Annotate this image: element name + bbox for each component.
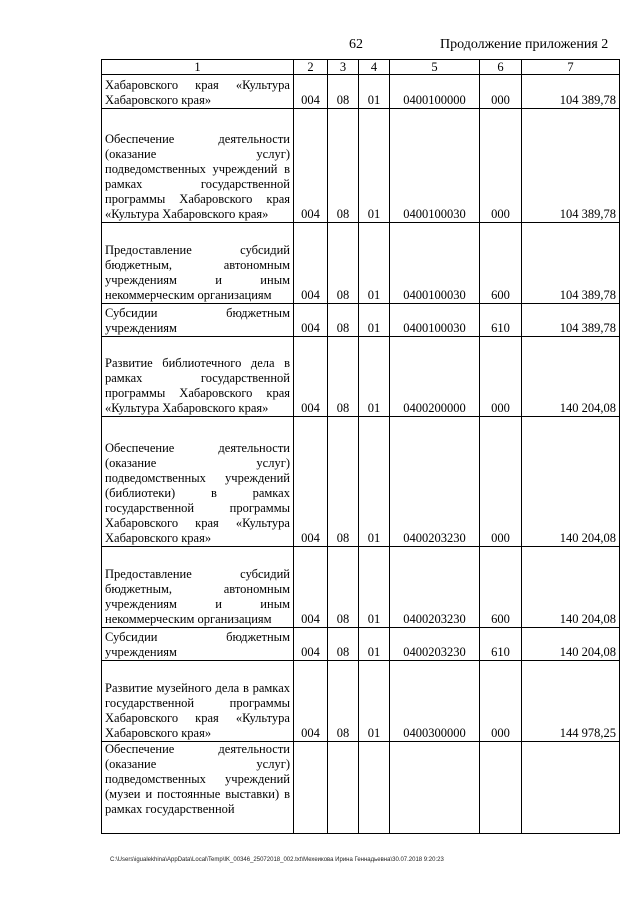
cell-section (328, 742, 359, 834)
column-header: 2 (294, 60, 328, 75)
cell-code: 004 (294, 223, 328, 304)
cell-target: 0400100000 (390, 75, 480, 109)
cell-target (390, 742, 480, 834)
row-name: Развитие библиотечного дела в рамках государственной программы Хабаровского края «Культура Хабаровского края» (102, 337, 294, 417)
cell-code: 004 (294, 547, 328, 628)
cell-code: 004 (294, 75, 328, 109)
row-name: Хабаровского края «Культура Хабаровского края» (102, 75, 294, 109)
cell-amount: 140 204,08 (522, 547, 620, 628)
cell-subsection: 01 (359, 304, 390, 337)
table-row (102, 547, 620, 628)
table-row (102, 109, 620, 223)
column-header: 3 (328, 60, 359, 75)
cell-expense-type: 000 (480, 661, 522, 742)
table-row (102, 75, 620, 109)
cell-expense-type: 610 (480, 628, 522, 661)
column-header: 1 (102, 60, 294, 75)
cell-amount: 144 978,25 (522, 661, 620, 742)
table-row (102, 304, 620, 337)
cell-code: 004 (294, 337, 328, 417)
cell-section: 08 (328, 223, 359, 304)
table-row (102, 223, 620, 304)
cell-target: 0400100030 (390, 109, 480, 223)
cell-code: 004 (294, 661, 328, 742)
cell-expense-type: 600 (480, 223, 522, 304)
cell-expense-type: 000 (480, 417, 522, 547)
cell-subsection: 01 (359, 75, 390, 109)
cell-amount: 140 204,08 (522, 337, 620, 417)
cell-subsection: 01 (359, 547, 390, 628)
page-number: 62 (349, 37, 363, 52)
row-name: Субсидии бюджетным учреждениям (102, 304, 294, 337)
cell-code: 004 (294, 304, 328, 337)
cell-section: 08 (328, 417, 359, 547)
cell-amount (522, 742, 620, 834)
cell-code: 004 (294, 109, 328, 223)
cell-amount: 104 389,78 (522, 223, 620, 304)
row-name: Обеспечение деятельности (оказание услуг) подведомственных учреждений (библиотеки) в рамках государственной программы Хабаровского края «Культура Хабаровского края» (102, 417, 294, 547)
cell-target: 0400203230 (390, 547, 480, 628)
footer-file-path: C:\Users\igualekhina\AppData\Local\Temp\IK_00346_25072018_002.txt\Мехеикова Ирина Геннадьевна\30.07.2018 9:20:23 (110, 857, 444, 863)
cell-subsection: 01 (359, 337, 390, 417)
cell-expense-type: 000 (480, 337, 522, 417)
continuation-label: Продолжение приложения 2 (440, 37, 609, 52)
table-row (102, 337, 620, 417)
cell-target: 0400300000 (390, 661, 480, 742)
row-name: Предоставление субсидий бюджетным, автономным учреждениям и иным некоммерческим организациям (102, 223, 294, 304)
row-name: Субсидии бюджетным учреждениям (102, 628, 294, 661)
cell-section: 08 (328, 304, 359, 337)
cell-expense-type (480, 742, 522, 834)
row-name: Обеспечение деятельности (оказание услуг) подведомственных учреждений (музеи и постоянные выставки) в рамках государственной (102, 742, 294, 834)
cell-expense-type: 610 (480, 304, 522, 337)
cell-subsection: 01 (359, 417, 390, 547)
cell-expense-type: 000 (480, 109, 522, 223)
table-row (102, 628, 620, 661)
cell-expense-type: 600 (480, 547, 522, 628)
table-row (102, 742, 620, 834)
cell-section: 08 (328, 337, 359, 417)
cell-amount: 140 204,08 (522, 628, 620, 661)
cell-target: 0400100030 (390, 304, 480, 337)
cell-section: 08 (328, 109, 359, 223)
column-header: 5 (390, 60, 480, 75)
cell-code: 004 (294, 628, 328, 661)
cell-amount: 104 389,78 (522, 304, 620, 337)
cell-code: 004 (294, 417, 328, 547)
cell-subsection: 01 (359, 223, 390, 304)
row-name: Развитие музейного дела в рамках государственной программы Хабаровского края «Культура Хабаровского края» (102, 661, 294, 742)
cell-section: 08 (328, 547, 359, 628)
column-header: 7 (522, 60, 620, 75)
row-name: Обеспечение деятельности (оказание услуг) подведомственных учреждений в рамках государственной программы Хабаровского края «Культура Хабаровского края» (102, 109, 294, 223)
row-name: Предоставление субсидий бюджетным, автономным учреждениям и иным некоммерческим организациям (102, 547, 294, 628)
cell-amount: 104 389,78 (522, 75, 620, 109)
table-row (102, 661, 620, 742)
cell-section: 08 (328, 75, 359, 109)
cell-target: 0400203230 (390, 417, 480, 547)
cell-target: 0400203230 (390, 628, 480, 661)
cell-amount: 140 204,08 (522, 417, 620, 547)
cell-target: 0400200000 (390, 337, 480, 417)
cell-subsection (359, 742, 390, 834)
cell-expense-type: 000 (480, 75, 522, 109)
cell-target: 0400100030 (390, 223, 480, 304)
column-header: 6 (480, 60, 522, 75)
column-header: 4 (359, 60, 390, 75)
cell-subsection: 01 (359, 628, 390, 661)
cell-subsection: 01 (359, 109, 390, 223)
cell-code (294, 742, 328, 834)
cell-section: 08 (328, 628, 359, 661)
cell-subsection: 01 (359, 661, 390, 742)
budget-table (101, 59, 620, 834)
column-header-row (102, 60, 620, 75)
cell-section: 08 (328, 661, 359, 742)
table-row (102, 417, 620, 547)
cell-amount: 104 389,78 (522, 109, 620, 223)
